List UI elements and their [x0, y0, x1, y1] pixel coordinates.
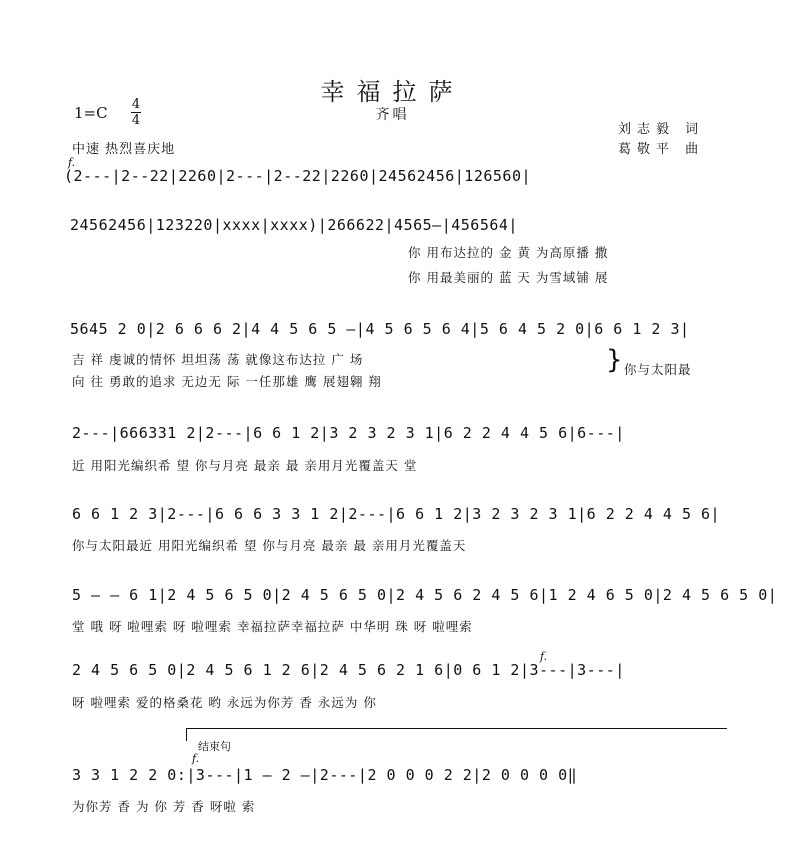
lyric-line: 你与太阳最 [624, 362, 692, 377]
lyric-line: 堂 哦 呀 啦哩索 呀 啦哩索 幸福拉萨幸福拉萨 中华明 珠 呀 啦哩索 [72, 619, 473, 634]
lyric-line: 为你芳 香 为 你 芳 香 呀啦 索 [72, 799, 256, 814]
dynamic-mark: f. [540, 650, 548, 663]
verse-brace: } [606, 345, 623, 375]
notation-row: (2---|2--22|2260|2---|2--22|2260|24562456|126560| [64, 167, 532, 185]
ending-label: 结束句 [198, 740, 231, 753]
notation-row: 5 — — 6 1|2 4 5 6 5 0|2 4 5 6 5 0|2 4 5 6 2 4 5 6|1 2 4 6 5 0|2 4 5 6 5 0| [72, 586, 778, 604]
tempo-marking: 中速 热烈喜庆地 [72, 142, 176, 157]
notation-row: 24562456|123220|xxxx|xxxx)|266622|4565—|456564| [70, 216, 518, 234]
lyric-line: 你与太阳最近 用阳光编织希 望 你与月亮 最亲 最 亲用月光覆盖天 [72, 538, 467, 553]
ending-bracket [186, 728, 727, 741]
composer-credit: 葛敬平 曲 [618, 142, 705, 157]
notation-row: 2---|666331 2|2---|6 6 1 2|3 2 3 2 3 1|6 2 2 4 4 5 6|6---| [72, 424, 625, 442]
dynamic-mark: f. [192, 752, 200, 765]
lyric-line: 近 用阳光编织希 望 你与月亮 最亲 最 亲用月光覆盖天 堂 [72, 458, 418, 473]
lyric-line: 你 用布达拉的 金 黄 为高原播 撒 [408, 245, 609, 260]
meter-top: 4 [131, 97, 141, 112]
notation-row: 2 4 5 6 5 0|2 4 5 6 1 2 6|2 4 5 6 2 1 6|0 6 1 2|3---|3---| [72, 661, 625, 679]
meter-bottom: 4 [131, 113, 141, 128]
lyric-line: 向 往 勇敢的追求 无边无 际 一任那雄 鹰 展翅翱 翔 [72, 374, 382, 389]
notation-row: 5645 2 0|2 6 6 6 2|4 4 5 6 5 —|4 5 6 5 6 4|5 6 4 5 2 0|6 6 1 2 3| [70, 320, 690, 338]
key-signature: 1=C [74, 104, 108, 122]
notation-row: 6 6 1 2 3|2---|6 6 6 3 3 1 2|2---|6 6 1 2|3 2 3 2 3 1|6 2 2 4 4 5 6| [72, 505, 721, 523]
lyric-line: 呀 啦哩索 爱的格桑花 哟 永远为你芳 香 永远为 你 [72, 695, 377, 710]
dynamic-mark: f. [68, 156, 76, 169]
lyric-line: 你 用最美丽的 蓝 天 为雪域铺 展 [408, 270, 609, 285]
lyricist-credit: 刘志毅 词 [618, 122, 705, 137]
song-subtitle: 齐唱 [375, 107, 410, 123]
time-signature [131, 98, 141, 127]
lyric-line: 吉 祥 虔诚的情怀 坦坦荡 荡 就像这布达拉 广 场 [72, 352, 364, 367]
notation-row: 3 3 1 2 2 0:|3---|1 — 2 —|2---|2 0 0 0 2 2|2 0 0 0 0‖ [72, 766, 578, 784]
song-title: 幸福拉萨 [320, 78, 465, 106]
